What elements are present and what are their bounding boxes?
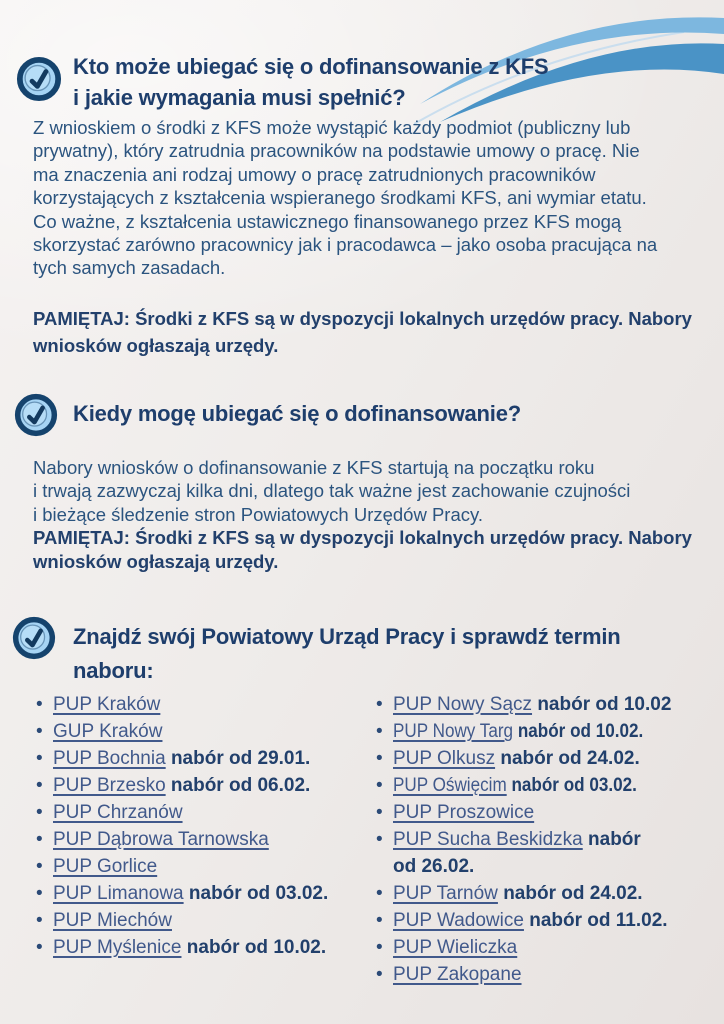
nabor-date: nabór od 06.02.: [170, 775, 311, 796]
list-item: [36, 826, 366, 853]
pup-link[interactable]: PUP Brzesko: [53, 775, 166, 796]
check-circle-icon: [16, 56, 62, 102]
paragraph-line: korzystających z kształcenia wspieranego środkami KFS, ani wymiar etatu.: [33, 187, 647, 209]
pup-list-left: [36, 691, 366, 961]
pup-link[interactable]: GUP Kraków: [53, 721, 163, 742]
list-item: [376, 718, 706, 745]
pup-link[interactable]: PUP Miechów: [53, 910, 172, 931]
paragraph-line: Nabory wniosków o dofinansowanie z KFS startują na początku roku: [33, 457, 595, 478]
paragraph-line: i trwają zazwyczaj kilka dni, dlatego tak ważne jest zachowanie czujności: [33, 480, 631, 502]
note-line: wniosków ogłaszają urzędy.: [33, 335, 279, 356]
list-item: [36, 745, 366, 772]
section1-paragraph: [33, 116, 703, 280]
paragraph-line: ma znaczenia ani rodzaj umowy o pracę zatrudnionych pracowników: [33, 163, 596, 185]
nabor-date: nabór od 11.02.: [529, 910, 668, 931]
nabor-date-continuation: od 26.02.: [393, 856, 475, 877]
pup-link[interactable]: PUP Tarnów: [393, 883, 498, 904]
pup-link[interactable]: PUP Chrzanów: [53, 802, 183, 823]
list-item: [36, 799, 366, 826]
list-item: [36, 718, 366, 745]
section3-heading-line2: naboru:: [73, 658, 154, 683]
paragraph-line: i bieżące śledzenie stron Powiatowych Urzędów Pracy.: [33, 503, 484, 525]
list-item: [376, 745, 706, 772]
section2-paragraph: [33, 456, 703, 573]
nabor-date: nabór: [588, 829, 641, 850]
section1-heading-line1: Kto może ubiegać się o dofinansowanie z KFS: [73, 54, 549, 79]
pup-link[interactable]: PUP Wieliczka: [393, 937, 518, 958]
list-item: [36, 907, 366, 934]
nabor-date: nabór od 24.02.: [500, 748, 640, 769]
list-item: [376, 826, 706, 880]
nabor-date: nabór od 24.02.: [503, 883, 643, 904]
pup-link[interactable]: PUP Nowy Sącz: [393, 694, 533, 715]
list-item: [36, 934, 366, 961]
check-circle-icon: [12, 616, 56, 660]
pup-link[interactable]: PUP Dąbrowa Tarnowska: [53, 829, 269, 850]
pup-link[interactable]: PUP Myślenice: [53, 937, 182, 958]
note-line: wniosków ogłaszają urzędy.: [33, 550, 279, 572]
section1-heading-line2: i jakie wymagania musi spełnić?: [73, 85, 406, 110]
note-line: PAMIĘTAJ: Środki z KFS są w dyspozycji lokalnych urzędów pracy. Nabory: [33, 527, 692, 549]
check-circle-icon: [14, 393, 58, 437]
pup-list-right: [376, 691, 706, 988]
pup-link[interactable]: PUP Gorlice: [53, 856, 158, 877]
section1-note: [33, 305, 703, 359]
pup-link[interactable]: PUP Wadowice: [393, 910, 524, 931]
list-item: [36, 772, 366, 799]
paragraph-line: skorzystać zarówno pracownicy jak i pracodawca – jako osoba pracująca na: [33, 234, 658, 256]
pup-link[interactable]: PUP Oświęcim: [393, 775, 507, 796]
list-item: [376, 907, 706, 934]
section2-heading-line1: Kiedy mogę ubiegać się o dofinansowanie?: [73, 401, 521, 426]
list-item: [376, 691, 706, 718]
nabor-date: nabór od 03.02.: [188, 883, 329, 904]
pup-link[interactable]: PUP Sucha Beskidzka: [393, 829, 583, 850]
pup-link[interactable]: PUP Limanowa: [53, 883, 184, 904]
list-item: [376, 961, 706, 988]
list-item: [36, 880, 366, 907]
pup-link[interactable]: PUP Zakopane: [393, 964, 522, 985]
pup-link[interactable]: PUP Proszowice: [393, 802, 535, 823]
note-line: PAMIĘTAJ: Środki z KFS są w dyspozycji lokalnych urzędów pracy. Nabory: [33, 308, 692, 329]
section3-heading: [73, 620, 673, 688]
paragraph-line: Z wnioskiem o środki z KFS może wystąpić każdy podmiot (publiczny lub: [33, 117, 631, 138]
nabor-date: nabór od 10.02: [537, 694, 672, 715]
section3-heading-line1: Znajdź swój Powiatowy Urząd Pracy i sprawdź termin: [73, 624, 621, 649]
list-item: [376, 799, 706, 826]
nabor-date: nabór od 03.02.: [511, 775, 637, 796]
section2-heading: [73, 398, 673, 429]
list-item: [376, 934, 706, 961]
nabor-date: nabór od 29.01.: [170, 748, 311, 769]
pup-link[interactable]: PUP Olkusz: [393, 748, 496, 769]
list-item: [376, 880, 706, 907]
paragraph-line: Co ważne, z kształcenia ustawicznego finansowanego przez KFS mogą: [33, 210, 622, 232]
list-item: [376, 772, 706, 799]
paragraph-line: prywatny), który zatrudnia pracowników na podstawie umowy o pracę. Nie: [33, 140, 640, 162]
pup-link[interactable]: PUP Bochnia: [53, 748, 166, 769]
paragraph-line: tych samych zasadach.: [33, 257, 226, 279]
list-item: [36, 691, 366, 718]
pup-link[interactable]: PUP Nowy Targ: [393, 721, 514, 742]
section1-heading: [73, 51, 673, 113]
pup-link[interactable]: PUP Kraków: [53, 694, 161, 715]
nabor-date: nabór od 10.02.: [517, 721, 644, 742]
nabor-date: nabór od 10.02.: [186, 937, 327, 958]
list-item: [36, 853, 366, 880]
